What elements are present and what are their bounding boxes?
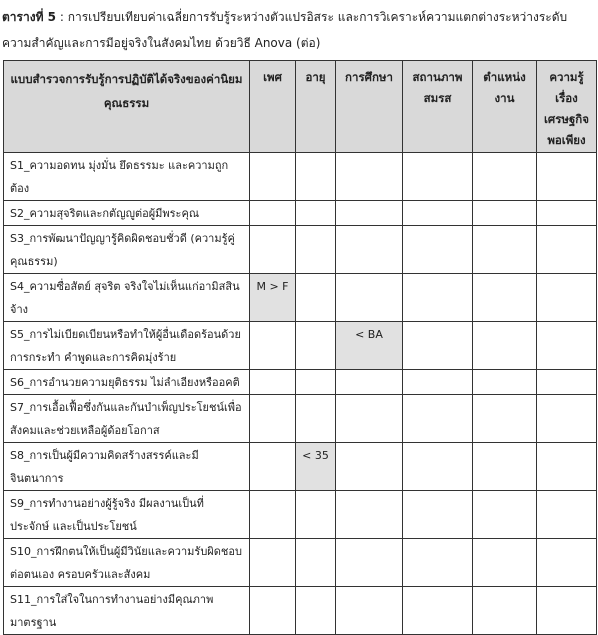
cell-sufficiency — [537, 274, 597, 322]
table-row — [4, 153, 597, 201]
cell-sex — [250, 322, 296, 370]
cell-age: < 35 — [296, 443, 336, 491]
anova-table — [3, 60, 597, 635]
cell-age — [296, 395, 336, 443]
table-row — [4, 539, 597, 587]
cell-position — [473, 587, 537, 635]
header-sufficiency-knowledge: ความรู้เรื่องเศรษฐกิจพอเพียง — [537, 61, 597, 153]
cell-age — [296, 226, 336, 274]
table-row — [4, 443, 597, 491]
cell-sex — [250, 370, 296, 395]
cell-age — [296, 322, 336, 370]
cell-marital — [403, 201, 473, 226]
cell-sex — [250, 395, 296, 443]
cell-sex: M > F — [250, 274, 296, 322]
cell-education — [336, 274, 403, 322]
cell-education — [336, 587, 403, 635]
table-row — [4, 201, 597, 226]
cell-marital — [403, 395, 473, 443]
row-item-label: S6_การอำนวยความยุติธรรม ไม่ลำเอียงหรืออคติ — [4, 370, 250, 395]
cell-sex — [250, 587, 296, 635]
cell-marital — [403, 370, 473, 395]
row-item-label: S9_การทำงานอย่างผู้รู้จริง มีผลงานเป็นที่ประจักษ์ และเป็นประโยชน์ — [4, 491, 250, 539]
cell-marital — [403, 443, 473, 491]
cell-marital — [403, 491, 473, 539]
header-position: ตำแหน่งงาน — [473, 61, 537, 153]
cell-position — [473, 322, 537, 370]
cell-sufficiency — [537, 491, 597, 539]
header-education: การศึกษา — [336, 61, 403, 153]
row-item-label: S4_ความซื่อสัตย์ สุจริต จริงใจไม่เห็นแก่อามิสสินจ้าง — [4, 274, 250, 322]
cell-education — [336, 395, 403, 443]
cell-sex — [250, 226, 296, 274]
row-item-label: S8_การเป็นผู้มีความคิดสร้างสรรค์และมีจินตนาการ — [4, 443, 250, 491]
header-age: อายุ — [296, 61, 336, 153]
row-item-label: S1_ความอดทน มุ่งมั่น ยึดธรรมะ และความถูกต้อง — [4, 153, 250, 201]
cell-age — [296, 539, 336, 587]
cell-marital — [403, 539, 473, 587]
cell-sex — [250, 153, 296, 201]
cell-marital — [403, 322, 473, 370]
cell-marital — [403, 587, 473, 635]
cell-education — [336, 226, 403, 274]
cell-age — [296, 370, 336, 395]
row-item-label: S11_การใส่ใจในการทำงานอย่างมีคุณภาพมาตรฐาน — [4, 587, 250, 635]
cell-education — [336, 443, 403, 491]
cell-position — [473, 274, 537, 322]
cell-sex — [250, 201, 296, 226]
table-row — [4, 395, 597, 443]
cell-position — [473, 226, 537, 274]
cell-sufficiency — [537, 226, 597, 274]
header-item: แบบสำรวจการรับรู้การปฏิบัติได้จริงของค่านิยมคุณธรรม — [4, 61, 250, 153]
cell-marital — [403, 226, 473, 274]
cell-sufficiency — [537, 443, 597, 491]
cell-age — [296, 587, 336, 635]
cell-position — [473, 370, 537, 395]
table-row — [4, 491, 597, 539]
table-row — [4, 370, 597, 395]
cell-sufficiency — [537, 201, 597, 226]
cell-position — [473, 153, 537, 201]
cell-sex — [250, 443, 296, 491]
cell-sufficiency — [537, 395, 597, 443]
table-caption — [2, 4, 596, 56]
cell-sufficiency — [537, 322, 597, 370]
cell-position — [473, 395, 537, 443]
row-item-label: S10_การฝึกตนให้เป็นผู้มีวินัยและความรับผิดชอบต่อตนเอง ครอบครัวและสังคม — [4, 539, 250, 587]
row-item-label: S7_การเอื้อเฟื้อซึ่งกันและกันบำเพ็ญประโยชน์เพื่อสังคมและช่วยเหลือผู้ด้อยโอกาส — [4, 395, 250, 443]
cell-position — [473, 443, 537, 491]
table-row — [4, 322, 597, 370]
header-sex: เพศ — [250, 61, 296, 153]
cell-age — [296, 153, 336, 201]
cell-age — [296, 201, 336, 226]
header-marital-status: สถานภาพสมรส — [403, 61, 473, 153]
caption-label: ตารางที่ 5 — [2, 10, 57, 24]
cell-education — [336, 153, 403, 201]
table-row — [4, 226, 597, 274]
cell-position — [473, 539, 537, 587]
cell-education — [336, 539, 403, 587]
header-row — [4, 61, 597, 153]
table-row — [4, 274, 597, 322]
row-item-label: S5_การไม่เบียดเบียนหรือทำให้ผู้อื่นเดือดร้อนด้วยการกระทำ คำพูดและการคิดมุ่งร้าย — [4, 322, 250, 370]
cell-sufficiency — [537, 370, 597, 395]
cell-education — [336, 370, 403, 395]
cell-age — [296, 491, 336, 539]
cell-sufficiency — [537, 587, 597, 635]
caption-text: : การเปรียบเทียบค่าเฉลี่ยการรับรู้ระหว่างตัวแปรอิสระ และการวิเคราะห์ความแตกต่างระหว่างระดับความสำคัญและการมีอยู่จริงในสังคมไทย ด้วยวิธี Anova (ต่อ) — [2, 10, 568, 50]
table-row — [4, 587, 597, 635]
cell-marital — [403, 153, 473, 201]
cell-position — [473, 201, 537, 226]
cell-education: < BA — [336, 322, 403, 370]
cell-position — [473, 491, 537, 539]
row-item-label: S3_การพัฒนาปัญญารู้คิดผิดชอบชั่วดี (ความรู้คู่คุณธรรม) — [4, 226, 250, 274]
cell-age — [296, 274, 336, 322]
row-item-label: S2_ความสุจริตและกตัญญูต่อผู้มีพระคุณ — [4, 201, 250, 226]
cell-marital — [403, 274, 473, 322]
table-body — [4, 153, 597, 635]
cell-education — [336, 201, 403, 226]
cell-sex — [250, 491, 296, 539]
cell-sex — [250, 539, 296, 587]
cell-education — [336, 491, 403, 539]
cell-sufficiency — [537, 539, 597, 587]
cell-sufficiency — [537, 153, 597, 201]
